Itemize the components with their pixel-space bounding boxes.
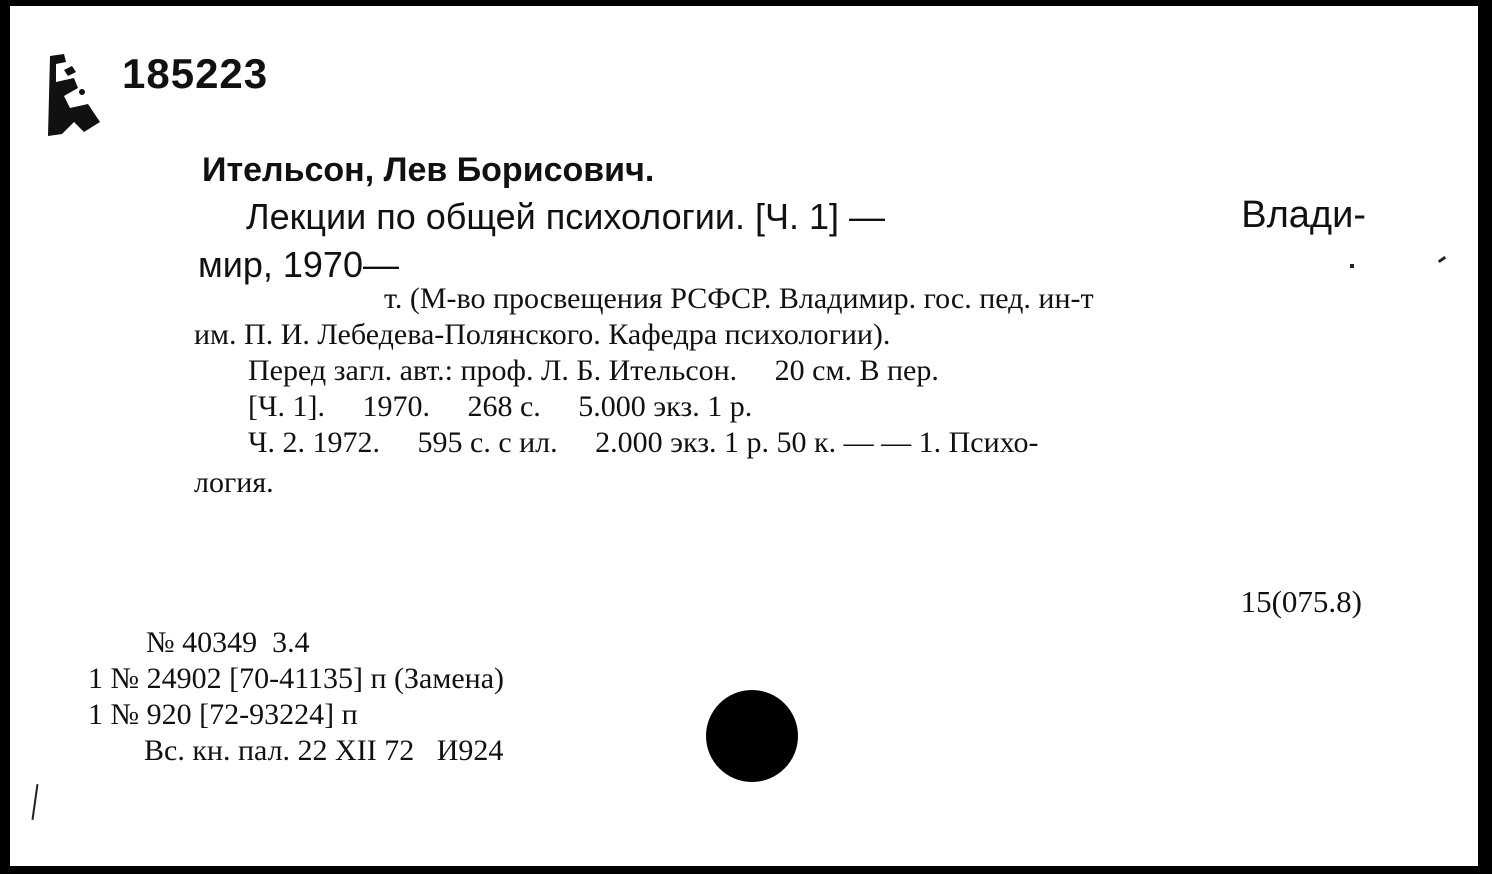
- edge-mark: [32, 784, 39, 820]
- note-line: Перед загл. авт.: проф. Л. Б. Ительсон. 20 см. В пер.: [248, 354, 939, 387]
- author-heading: Ительсон, Лев Борисович.: [202, 151, 655, 189]
- part-2-line: Ч. 2. 1972. 595 с. с ил. 2.000 экз. 1 р. 50 к. — — 1. Психо-: [248, 426, 1039, 459]
- punch-hole: [706, 690, 798, 782]
- library-stamp-icon: [44, 52, 110, 138]
- series-line-2: им. П. И. Лебедева-Полянского. Кафедра психологии).: [194, 318, 891, 351]
- classification-code: 15(075.8): [1240, 584, 1362, 619]
- accession-number: 185223: [122, 50, 269, 97]
- series-line-1: т. (М-во просвещения РСФСР. Владимир. гос. пед. ин-т: [384, 282, 1094, 315]
- part-1-line: [Ч. 1]. 1970. 268 с. 5.000 экз. 1 р.: [248, 390, 753, 423]
- registry-line-2: 1 № 24902 [70-41135] п (Замена): [88, 662, 505, 695]
- registry-line-1: № 40349 3.4: [146, 626, 310, 659]
- registry-line-4: Вс. кн. пал. 22 XII 72 И924: [144, 734, 504, 767]
- registry-line-3: 1 № 920 [72-93224] п: [88, 698, 358, 731]
- pen-mark: [1438, 256, 1446, 263]
- dot-mark: [1350, 264, 1354, 268]
- catalog-card: [10, 6, 1478, 866]
- title-line-1: Лекции по общей психологии. [Ч. 1] —: [246, 196, 885, 237]
- part-2-continuation: логия.: [194, 466, 274, 499]
- title-line-2: мир, 1970—: [198, 244, 399, 285]
- title-line-1-end: Влади-: [1241, 194, 1366, 236]
